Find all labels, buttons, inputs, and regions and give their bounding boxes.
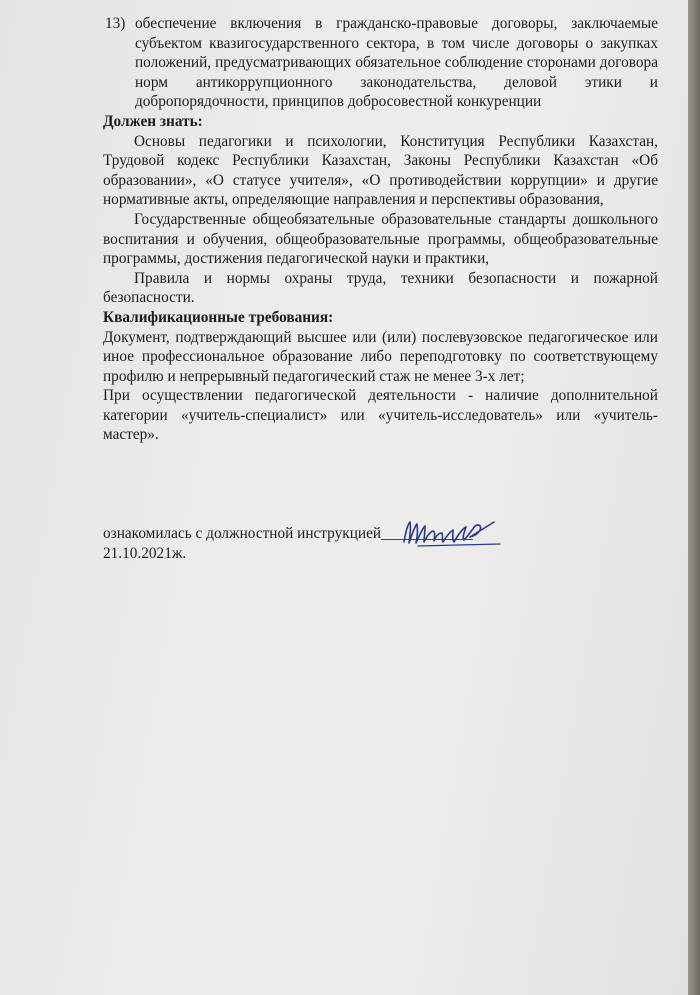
acknowledgement-date: 21.10.2021ж.: [103, 544, 187, 562]
must-know-paragraph: Государственные общеобязательные образовательные стандарты дошкольного воспитания и обучения, общеобразовательные программы, общеобразовательные программы, достижения педагогической науки и практики,: [103, 210, 658, 268]
qualification-heading: Квалификационные требования:: [103, 308, 334, 326]
signature-graphic: [398, 516, 508, 552]
qualification-paragraph: Документ, подтверждающий высшее или (или) послевузовское педагогическое или иное профессиональное образование либо переподготовку по соответствующему профилю и непрерывный педагогический стаж не менее 3-х лет;: [103, 328, 658, 385]
list-item-number: 13): [105, 15, 126, 32]
list-item-13: [103, 14, 658, 112]
must-know-paragraph: Правила и нормы охраны труда, техники безопасности и пожарной безопасности.: [103, 269, 658, 307]
page-edge-shadow: [688, 0, 700, 995]
list-item-text: обеспечение включения в гражданско-правовые договоры, заключаемые субъектом квазигосударственного сектора, в том числе договоры о закупках положений, предусматривающих обязательное соблюдение сторонами договора норм антикоррупционного законодательства, деловой этики и добропорядочности, принципов добросовестной конкуренции: [135, 15, 658, 111]
qualification-paragraph: При осуществлении педагогической деятельности - наличие дополнительной категории «учитель-специалист» или «учитель-исследователь» или «учитель-мастер».: [103, 387, 658, 444]
acknowledgement-text: ознакомилась с должностной инструкцией: [103, 525, 382, 542]
must-know-paragraph: Основы педагогики и психологии, Конституция Республики Казахстан, Трудовой кодекс Республики Казахстан, Законы Республики Казахстан «Об образовании», «О статусе учителя», «О противодействии коррупции» и другие нормативные акты, определяющие направления и перспективы образования,: [103, 132, 658, 209]
must-know-heading: Должен знать:: [103, 112, 203, 130]
signature-line: ____________: [381, 525, 473, 542]
acknowledgement-block: [103, 524, 473, 563]
document-body: [103, 14, 658, 445]
handwritten-signature: [398, 516, 508, 552]
